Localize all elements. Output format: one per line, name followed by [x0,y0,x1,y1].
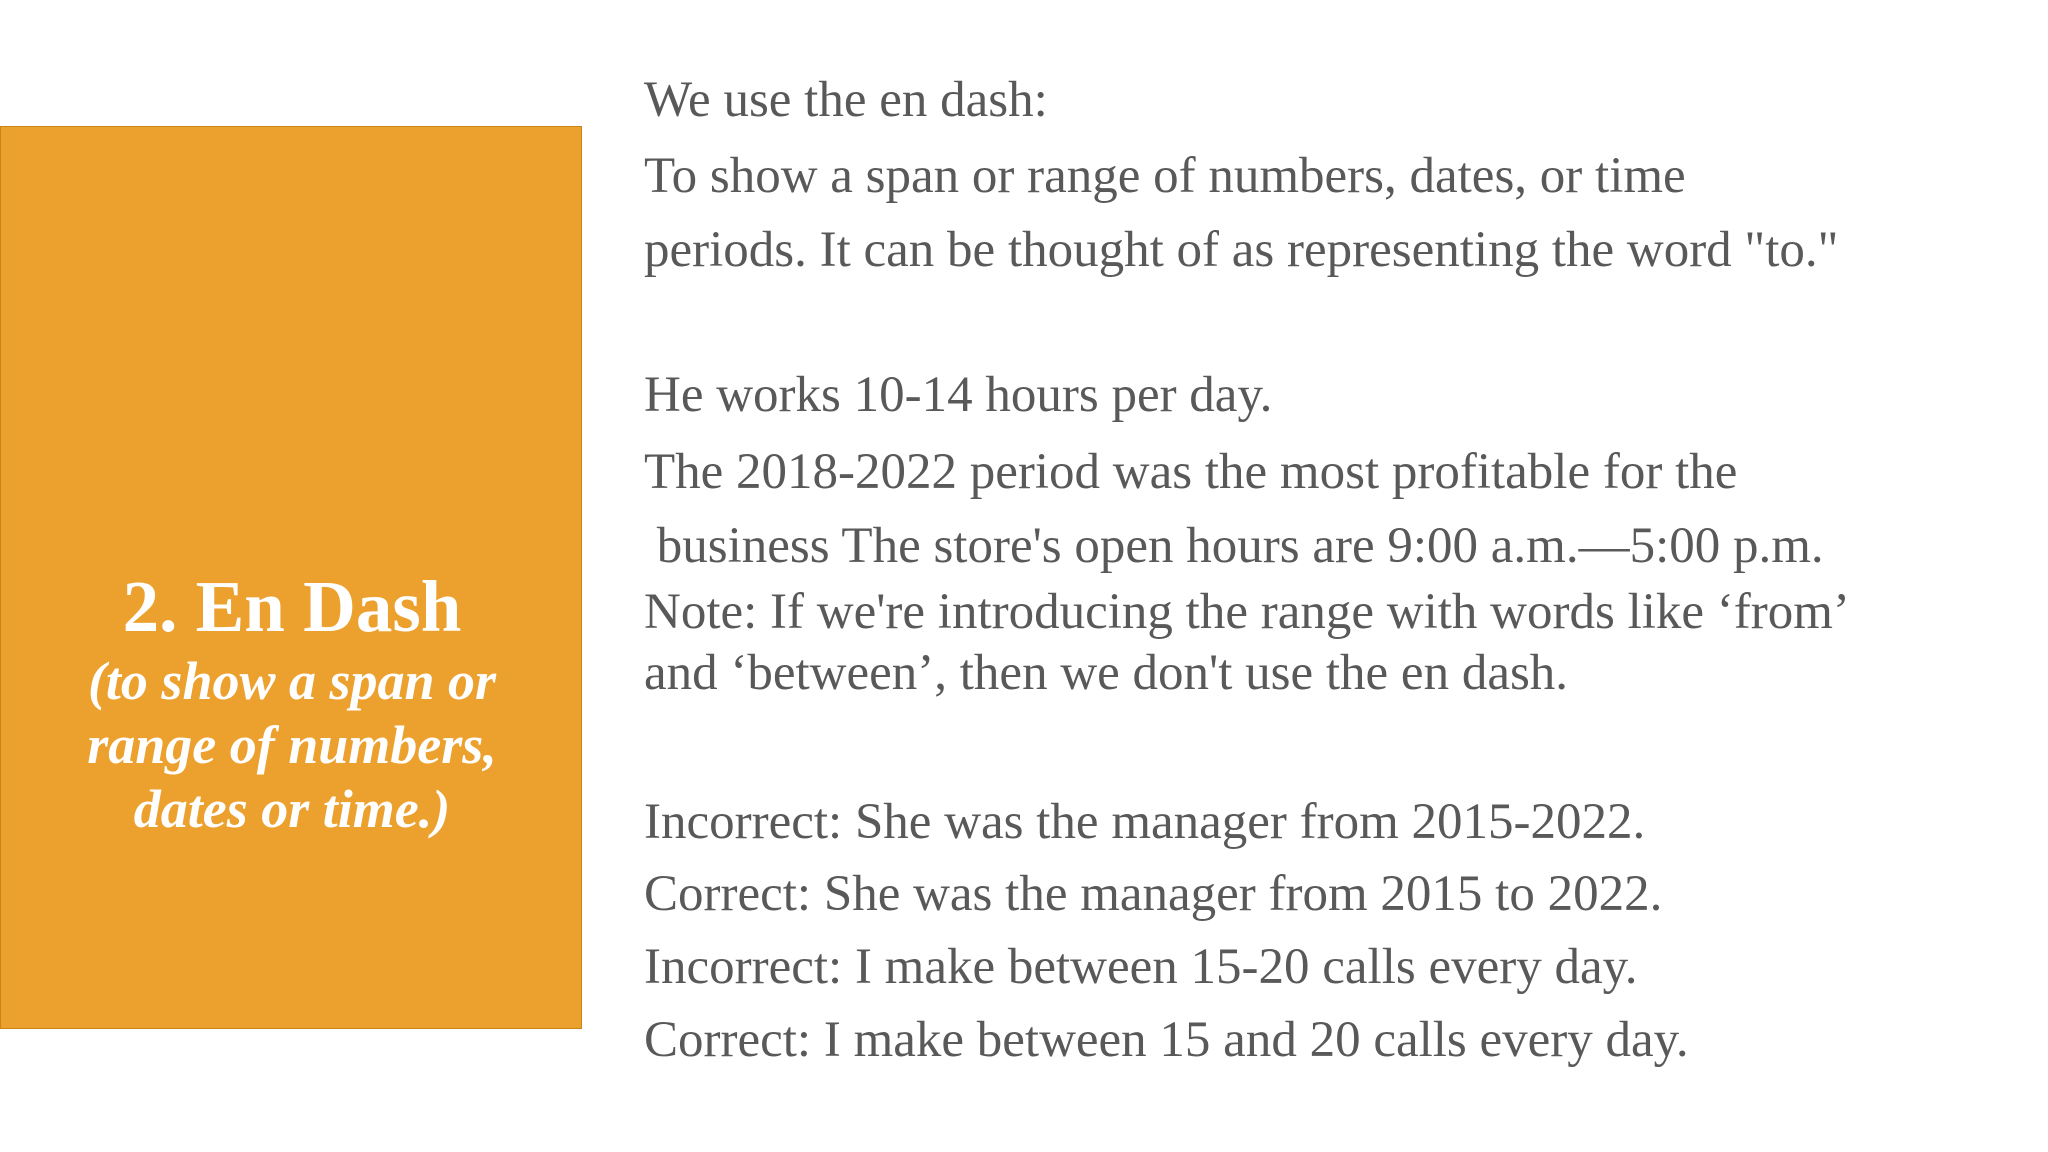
example-line: business The store's open hours are 9:00 a.m.—5:00 p.m. [644,518,1824,574]
section-title-panel [0,126,582,1029]
note-line: Note: If we're introducing the range with words like ‘from’ [644,584,1850,640]
comparison-line-correct: Correct: I make between 15 and 20 calls every day. [644,1012,1689,1068]
section-subtitle-line: dates or time.) [133,779,451,839]
section-title: 2. En Dash [122,566,462,647]
comparison-line-correct: Correct: She was the manager from 2015 to 2022. [644,866,1663,922]
intro-text: We use the en dash: [644,72,1048,128]
definition-line: periods. It can be thought of as representing the word "to." [644,222,1839,278]
note-line: and ‘between’, then we don't use the en dash. [644,645,1569,701]
example-line: He works 10-14 hours per day. [644,367,1273,423]
comparison-line-incorrect: Incorrect: She was the manager from 2015-2022. [644,794,1646,850]
section-subtitle [1,649,583,841]
comparison-line-incorrect: Incorrect: I make between 15-20 calls every day. [644,939,1638,995]
section-subtitle-line: range of numbers, [87,715,497,775]
definition-line: To show a span or range of numbers, dates, or time [644,148,1686,204]
section-subtitle-line: (to show a span or [87,651,497,711]
example-line: The 2018-2022 period was the most profitable for the [644,444,1738,500]
